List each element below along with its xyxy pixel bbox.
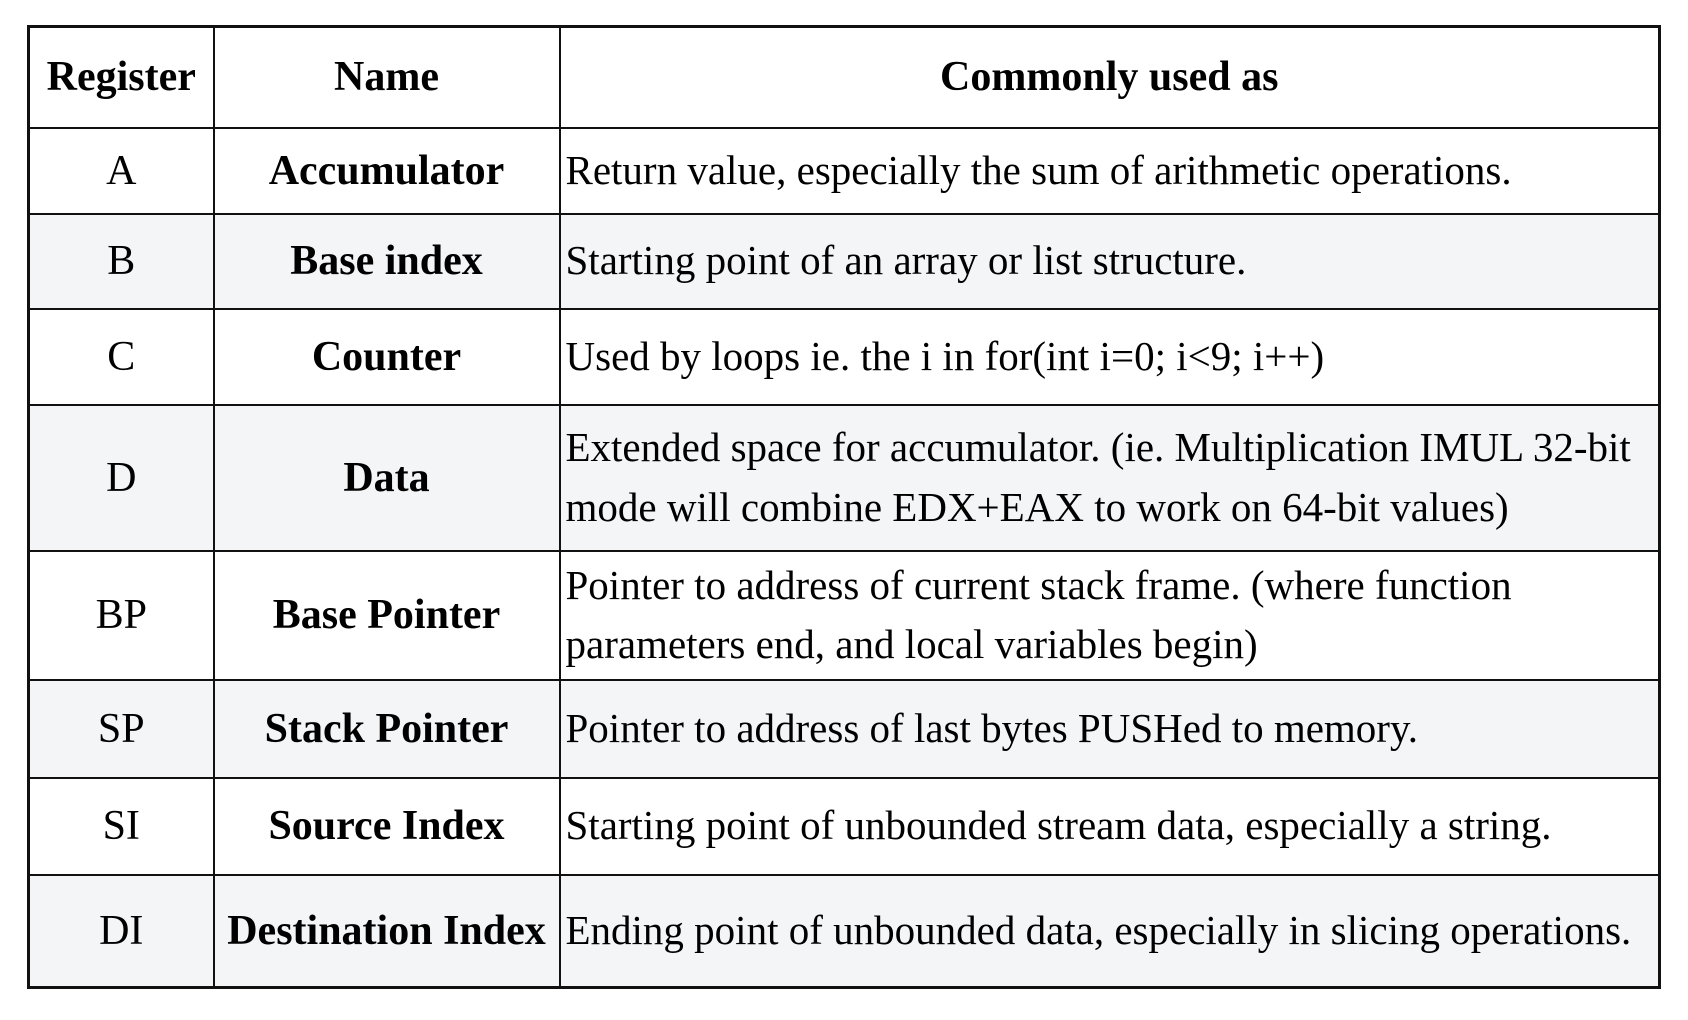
description-cell: Ending point of unbounded data, especially in slicing operations. (560, 875, 1660, 988)
column-header-commonly-used-as: Commonly used as (560, 27, 1660, 128)
name-cell: Base Pointer (214, 551, 560, 680)
registers-table (27, 25, 1661, 989)
register-cell: BP (29, 551, 214, 680)
description-cell: Used by loops ie. the i in for(int i=0; i<9; i++) (560, 309, 1660, 405)
table-row (29, 214, 1660, 309)
description-cell: Starting point of an array or list structure. (560, 214, 1660, 309)
register-cell: SP (29, 680, 214, 778)
table-row (29, 405, 1660, 551)
register-cell: A (29, 128, 214, 214)
table-row (29, 875, 1660, 988)
name-cell: Stack Pointer (214, 680, 560, 778)
name-cell: Accumulator (214, 128, 560, 214)
name-cell: Base index (214, 214, 560, 309)
register-cell: B (29, 214, 214, 309)
column-header-register: Register (29, 27, 214, 128)
description-cell: Starting point of unbounded stream data, especially a string. (560, 778, 1660, 875)
description-cell: Return value, especially the sum of arithmetic operations. (560, 128, 1660, 214)
name-cell: Source Index (214, 778, 560, 875)
register-cell: D (29, 405, 214, 551)
register-cell: C (29, 309, 214, 405)
register-cell: DI (29, 875, 214, 988)
header-row (29, 27, 1660, 128)
name-cell: Counter (214, 309, 560, 405)
description-cell: Pointer to address of current stack frame. (where function parameters end, and local variables begin) (560, 551, 1660, 680)
table-row (29, 551, 1660, 680)
table-header (29, 27, 1660, 128)
register-cell: SI (29, 778, 214, 875)
column-header-name: Name (214, 27, 560, 128)
name-cell: Data (214, 405, 560, 551)
table-row (29, 778, 1660, 875)
table-row (29, 128, 1660, 214)
name-cell: Destination Index (214, 875, 560, 988)
description-cell: Pointer to address of last bytes PUSHed to memory. (560, 680, 1660, 778)
table-row (29, 309, 1660, 405)
description-cell: Extended space for accumulator. (ie. Multiplication IMUL 32-bit mode will combine EDX+EAX to work on 64-bit values) (560, 405, 1660, 551)
table-body (29, 128, 1660, 988)
table-row (29, 680, 1660, 778)
